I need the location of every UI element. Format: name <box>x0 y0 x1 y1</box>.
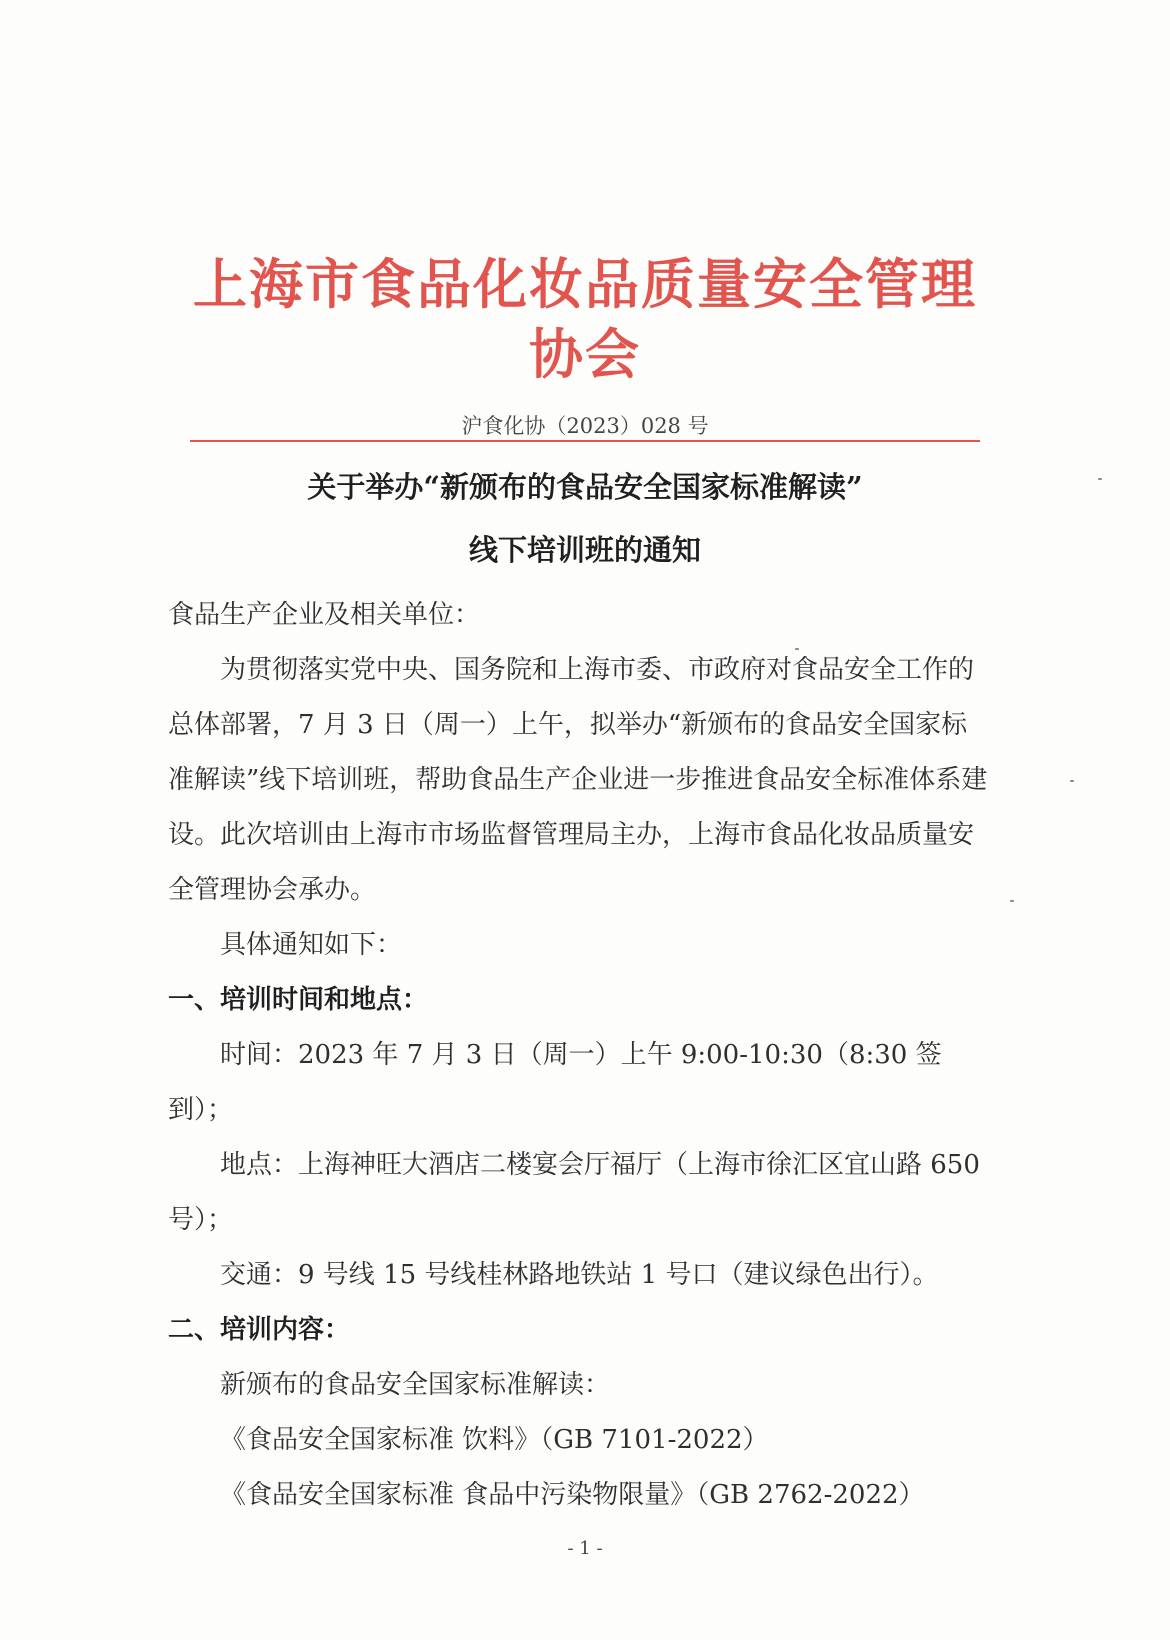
scan-speck <box>1070 780 1074 782</box>
document-number: 沪食化协（2023）028 号 <box>461 414 709 438</box>
page-number: - 1 - <box>567 1538 603 1559</box>
scan-speck <box>1010 900 1014 902</box>
content-lead: 新颁布的食品安全国家标准解读： <box>220 1370 611 1400</box>
red-divider-line <box>190 440 980 442</box>
scan-speck <box>1098 478 1102 480</box>
training-place: 地点：上海神旺大酒店二楼宴会厅福厅（上海市徐汇区宜山路 650 号）； <box>168 1150 980 1235</box>
section-2-heading: 二、培训内容： <box>168 1315 351 1345</box>
notice-lead: 具体通知如下： <box>220 930 403 960</box>
standard-item-1: 《食品安全国家标准 饮料》（GB 7101-2022） <box>220 1425 769 1455</box>
notice-body <box>168 588 988 1523</box>
notice-title-line-1: 关于举办“新颁布的食品安全国家标准解读” <box>307 470 863 504</box>
letterhead-title: 上海市食品化妆品质量安全管理协会 <box>193 253 977 386</box>
salutation: 食品生产企业及相关单位： <box>168 600 481 630</box>
standard-item-2: 《食品安全国家标准 食品中污染物限量》（GB 2762-2022） <box>220 1480 925 1510</box>
intro-paragraph: 为贯彻落实党中央、国务院和上海市委、市政府对食品安全工作的总体部署，7 月 3 日（周一）上午，拟举办“新颁布的食品安全国家标准解读”线下培训班，帮助食品生产企业进一步推进食品安全标准体系建设。此次培训由上海市市场监督管理局主办，上海市食品化妆品质量安全管理协会承办。 <box>168 655 988 905</box>
training-transport: 交通：9 号线 15 号线桂林路地铁站 1 号口（建议绿色出行）。 <box>220 1260 939 1290</box>
training-time: 时间：2023 年 7 月 3 日（周一）上午 9:00-10:30（8:30 签到）； <box>168 1040 942 1125</box>
scan-speck <box>795 648 799 650</box>
notice-title-line-2: 线下培训班的通知 <box>468 533 701 567</box>
section-1-heading: 一、培训时间和地点： <box>168 985 429 1015</box>
